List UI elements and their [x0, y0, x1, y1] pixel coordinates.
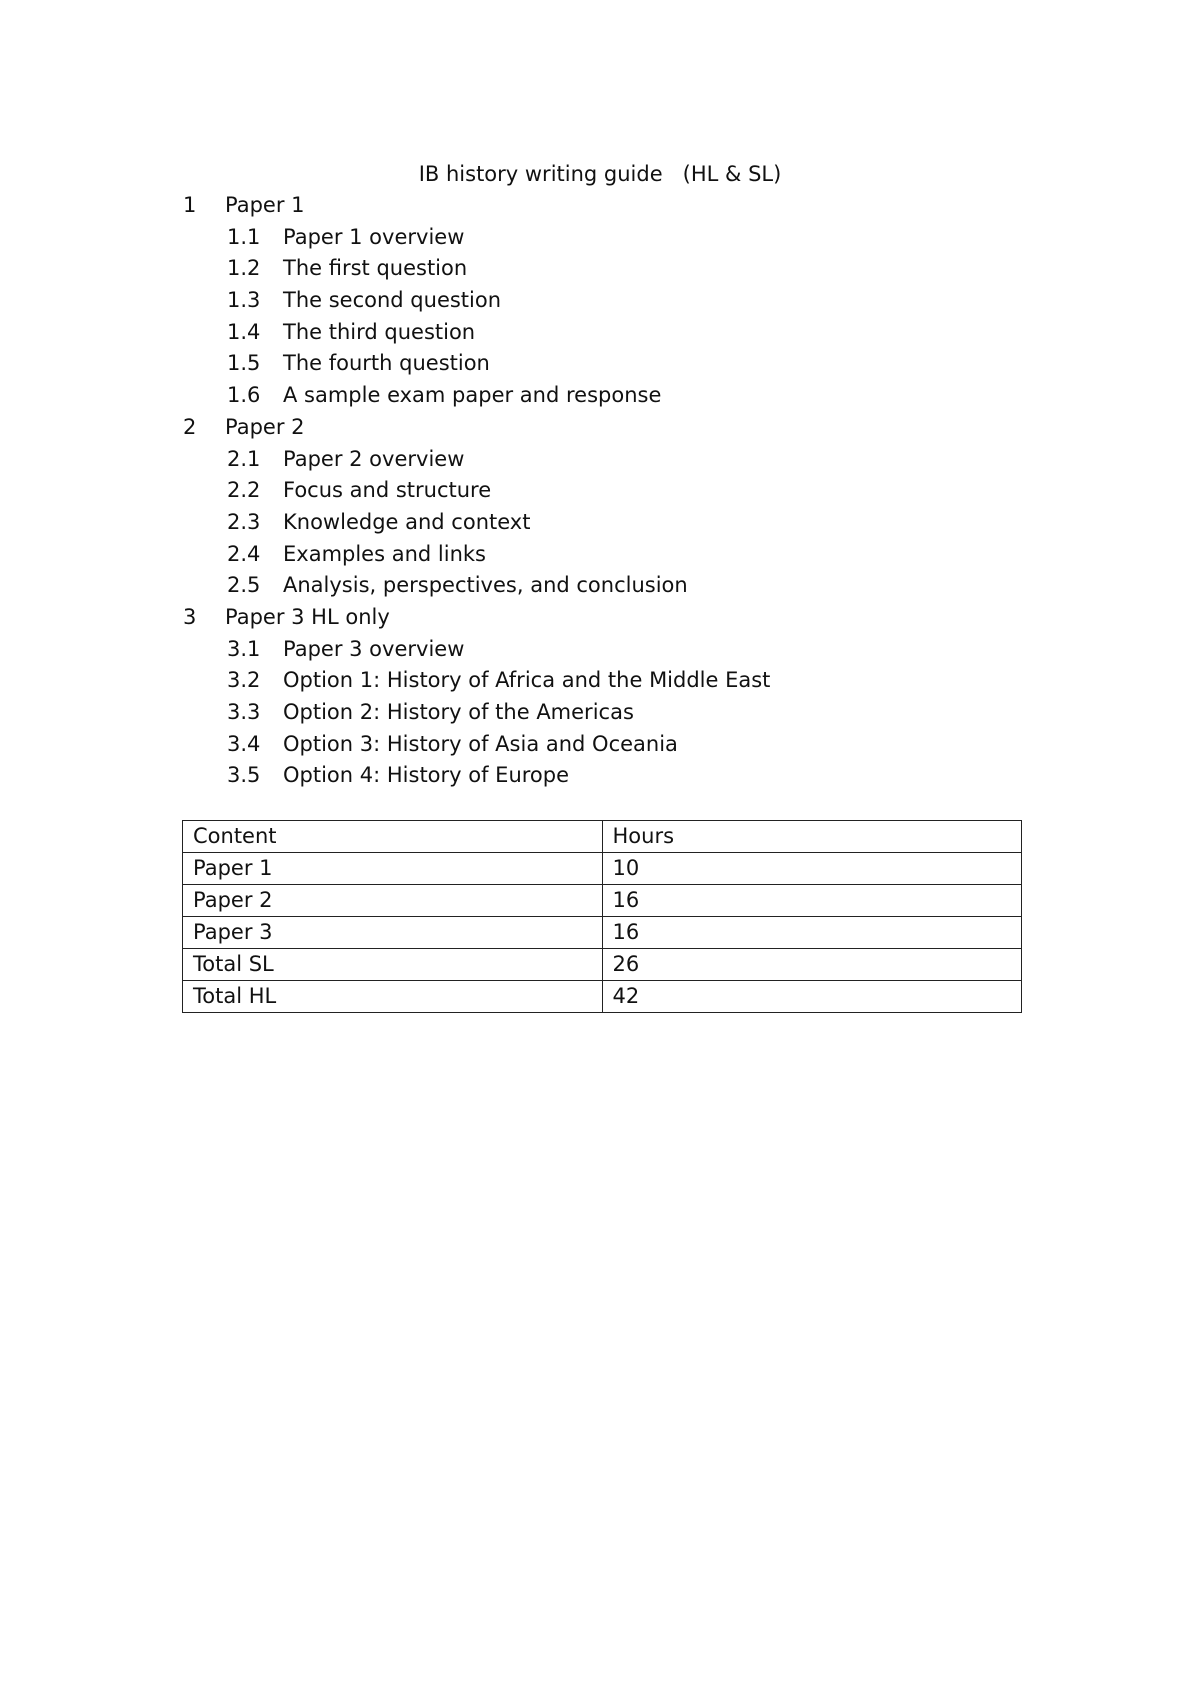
table-cell: Total SL — [183, 949, 603, 981]
toc-item-number: 3.5 — [227, 763, 261, 788]
toc-item-number: 1.1 — [227, 224, 261, 249]
toc-item-title: Option 3: History of Asia and Oceania — [283, 731, 678, 756]
toc-item — [183, 507, 983, 539]
toc-item-number: 3.1 — [227, 636, 261, 661]
table-cell: 42 — [602, 981, 1022, 1013]
toc-item — [183, 475, 983, 507]
toc-item-title: The first question — [283, 256, 468, 281]
toc-item — [183, 285, 983, 317]
table-row — [183, 917, 1022, 949]
toc-item-title: Paper 3 HL only — [225, 604, 390, 629]
toc-item — [183, 444, 983, 476]
table-row — [183, 981, 1022, 1013]
toc-item-number: 1.3 — [227, 288, 261, 313]
toc-item-title: Option 2: History of the Americas — [283, 700, 634, 724]
toc-item — [183, 317, 983, 349]
table-cell: 26 — [602, 949, 1022, 981]
toc-item — [183, 348, 983, 380]
table-cell: Paper 3 — [183, 917, 603, 949]
toc-item — [183, 253, 983, 285]
toc-item — [183, 634, 983, 666]
toc-item-title: Knowledge and context — [283, 509, 531, 534]
toc-item-number: 2.3 — [227, 509, 261, 534]
toc-item-title: A sample exam paper and response — [283, 383, 662, 408]
toc-item — [183, 760, 983, 792]
table-cell: Paper 1 — [183, 853, 603, 885]
toc-item — [183, 380, 983, 412]
toc-item-title: Paper 1 — [225, 193, 305, 217]
table-cell: Total HL — [183, 981, 603, 1013]
toc-item-title: Focus and structure — [283, 478, 492, 503]
toc-item-number: 3.2 — [227, 668, 261, 693]
toc-item-title: Examples and links — [283, 541, 486, 566]
toc-item — [183, 602, 983, 634]
toc-item-title: Option 1: History of Africa and the Middle East — [283, 668, 771, 693]
toc-item-number: 1.2 — [227, 256, 261, 281]
toc-item-title: Paper 2 — [225, 414, 305, 439]
table-cell: 16 — [602, 917, 1022, 949]
page-title: IB history writing guide (HL & SL) — [418, 162, 782, 186]
toc-item-number: 3.3 — [227, 700, 261, 724]
toc-item-title: The third question — [283, 319, 476, 344]
toc-item — [183, 222, 983, 254]
toc-item-title: Paper 1 overview — [283, 224, 465, 249]
table-row — [183, 853, 1022, 885]
toc-item-number: 2 — [183, 414, 197, 439]
toc-item — [183, 729, 983, 761]
toc-item-number: 3 — [183, 604, 197, 629]
toc-item — [183, 697, 983, 729]
table-header-cell: Content — [183, 821, 603, 853]
toc-item — [183, 190, 983, 222]
table-row — [183, 949, 1022, 981]
toc-item-title: Analysis, perspectives, and conclusion — [283, 573, 688, 598]
toc-item-number: 3.4 — [227, 731, 261, 756]
toc-item — [183, 665, 983, 697]
toc-item-title: The fourth question — [283, 351, 490, 376]
toc-item-title: Paper 2 overview — [283, 446, 465, 471]
toc-item — [183, 412, 983, 444]
table-row — [183, 885, 1022, 917]
toc-item-number: 2.1 — [227, 446, 261, 471]
toc-item-number: 1 — [183, 193, 197, 217]
toc-item-title: The second question — [283, 288, 502, 313]
table-of-contents — [183, 190, 983, 792]
table-cell: Paper 2 — [183, 885, 603, 917]
toc-item-title: Option 4: History of Europe — [283, 763, 570, 788]
toc-item-title: Paper 3 overview — [283, 636, 465, 661]
toc-item — [183, 539, 983, 571]
toc-item-number: 2.2 — [227, 478, 261, 503]
table-header-row — [183, 821, 1022, 853]
hours-table — [182, 820, 1022, 1013]
toc-item-number: 1.6 — [227, 383, 261, 408]
toc-item — [183, 570, 983, 602]
toc-item-number: 2.4 — [227, 541, 261, 566]
table-cell: 16 — [602, 885, 1022, 917]
table-cell: 10 — [602, 853, 1022, 885]
table-header-cell: Hours — [602, 821, 1022, 853]
toc-item-number: 1.5 — [227, 351, 261, 376]
toc-item-number: 1.4 — [227, 319, 261, 344]
toc-item-number: 2.5 — [227, 573, 261, 598]
